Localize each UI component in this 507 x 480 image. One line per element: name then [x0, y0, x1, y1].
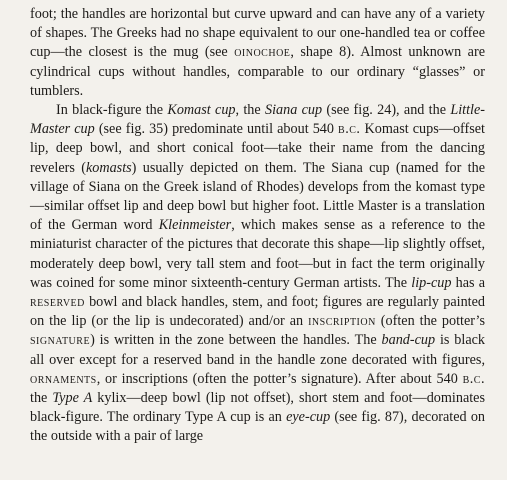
small-caps-term: b.c.: [462, 370, 485, 387]
small-caps-term: b.c.: [338, 121, 361, 138]
text-run: ) is written in the zone between the handles. The: [90, 332, 382, 349]
small-caps-term: signature: [30, 332, 91, 349]
text-run: (often the potter’s: [375, 313, 485, 330]
text-run: is black all over except for a reserved band in the handle zone decorated with figures,: [30, 332, 486, 368]
text-run: foot; the handles are horizontal but curve upward and can have any of a variety of shapes. The Greeks had no shape equivalent to our one-handled tea or coffee cup—the closest is the mug (see: [30, 6, 485, 61]
italic-term: band-cup: [381, 332, 436, 349]
italic-term: lip-cup: [411, 274, 452, 291]
text-run: the: [30, 390, 53, 407]
small-caps-term: inscription: [308, 313, 376, 330]
text-run: , or inscriptions (often the potter’s signature). After about 540: [96, 370, 463, 387]
text-run: , the: [235, 102, 265, 119]
italic-term: Siana cup: [265, 102, 323, 119]
text-run: Komast cups—offset lip, deep bowl, and short conical foot—take their name from the dancing revelers (: [30, 121, 485, 176]
small-caps-term: ornaments: [30, 370, 97, 387]
text-run: , shape 8). Almost unknown are cylindrical cups without handles, comparable to our ordinary “glasses” or tumblers.: [30, 44, 485, 99]
text-run: kylix—deep bowl (lip not offset), short stem and foot—dominates black-figure. The ordinary Type A cup is an: [30, 390, 486, 426]
text-run: (see fig. 24), and the: [322, 102, 451, 119]
small-caps-term: oinochoe: [234, 44, 291, 61]
small-caps-term: reserved: [30, 294, 85, 311]
text-run: , which makes sense as a reference to the miniaturist character of the pictures that decorate this shape—lip slightly offset, moderately deep bowl, very tall stem and foot—but in fact the term originally was coined for some minor sixteenth-century German artists. The: [30, 217, 485, 291]
italic-term: eye-cup: [286, 409, 331, 426]
text-run: In black-figure the: [56, 102, 168, 119]
paragraph-1: [30, 5, 485, 101]
text-run: (see fig. 35) predominate until about 540: [94, 121, 339, 138]
text-run: has a: [451, 274, 485, 291]
text-run: (see fig. 87), decorated on the outside with a pair of large: [30, 409, 486, 445]
italic-term: komasts: [85, 159, 132, 176]
text-run: bowl and black handles, stem, and foot; figures are regularly painted on the lip (or the lip is undecorated) and/or an: [30, 294, 485, 330]
italic-term: Little-Master cup: [30, 102, 485, 138]
paragraph-2: [30, 101, 485, 447]
text-run: ) usually depicted on them. The Siana cup (named for the village of Siana on the Greek island of Rhodes) develops from the komast type—similar offset lip and deep bowl but higher foot. Little Master is a translation of the German word: [30, 159, 485, 234]
italic-term: Komast cup: [167, 102, 236, 119]
italic-term: Type A: [52, 390, 93, 407]
italic-term: Kleinmeister: [158, 217, 232, 234]
